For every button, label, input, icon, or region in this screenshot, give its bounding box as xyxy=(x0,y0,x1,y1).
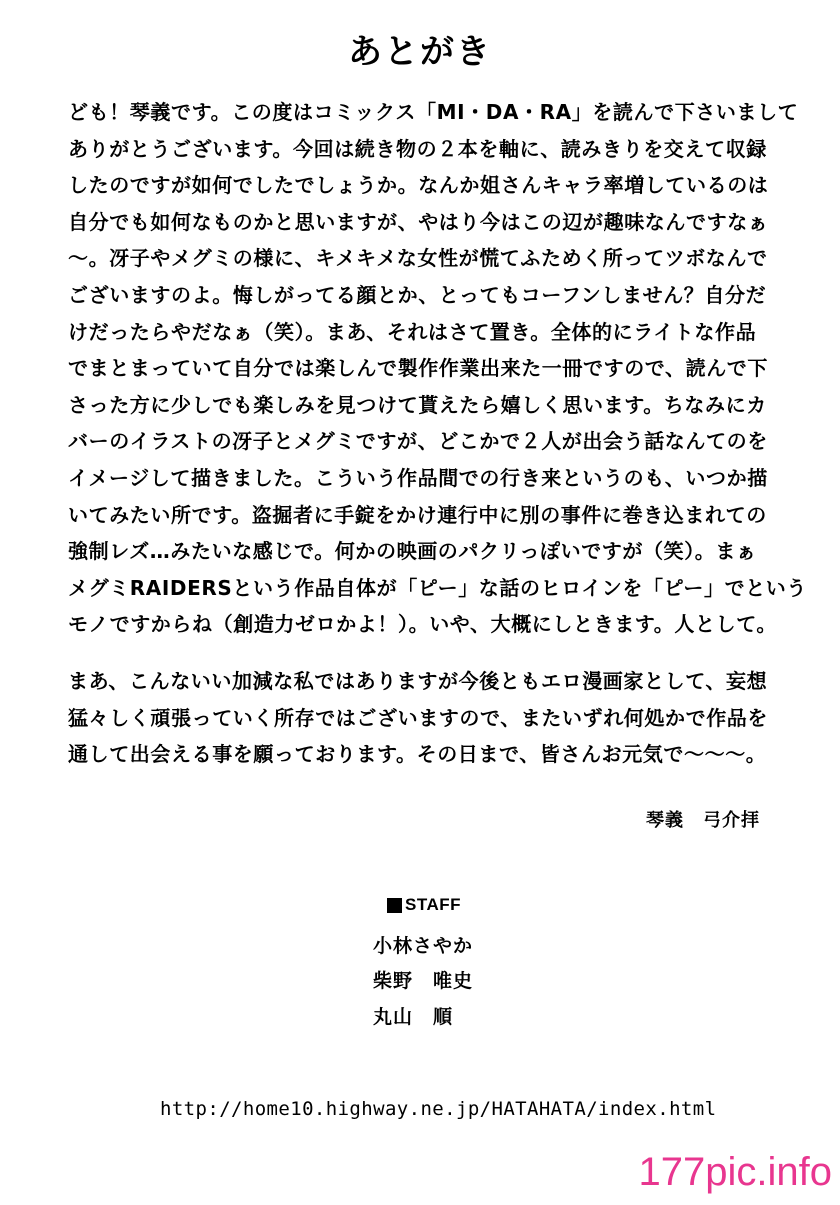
text-line: 〜。冴子やメグミの様に、キメキメな女性が慌てふためく所ってツボなんで xyxy=(68,246,768,271)
website-url: http://home10.highway.ne.jp/HATAHATA/index.html xyxy=(160,1098,717,1120)
afterword-paragraph-1 xyxy=(68,94,828,643)
watermark: 177pic.info xyxy=(638,1150,832,1194)
text-line: メグミRAIDERSという作品自体が「ピー」な話のヒロインを「ピー」でという xyxy=(68,575,807,600)
text-line: ども！琴義です。この度はコミックス「MI・DA・RA」を読んで下さいまして xyxy=(68,100,799,124)
text-line: 通して出会える事を願っております。その日まで、皆さんお元気で〜〜〜。 xyxy=(68,742,767,767)
staff-header xyxy=(387,895,461,915)
afterword-paragraph-2 xyxy=(68,663,828,773)
text-line: したのですが如何でしたでしょうか。なんか姐さんキャラ率増しているのは xyxy=(68,173,769,198)
staff-member: 小林さやか xyxy=(373,935,474,957)
text-line: モノですからね（創造力ゼロかよ！）。いや、大概にしときます。人として。 xyxy=(68,612,777,637)
text-line: でまとまっていて自分では楽しんで製作作業出来た一冊ですので、読んで下 xyxy=(68,356,768,381)
text-line: けだったらやだなぁ（笑）。まあ、それはさて置き。全体的にライトな作品 xyxy=(68,319,757,344)
text-line: 強制レズ…みたいな感じで。何かの映画のパクリっぽいですが（笑）。まぁ xyxy=(68,539,757,564)
text-line: いてみたい所です。盗掘者に手錠をかけ連行中に別の事件に巻き込まれての xyxy=(68,502,767,527)
page-title: あとがき xyxy=(348,32,492,72)
text-line: さった方に少しでも楽しみを見つけて貰えたら嬉しく思います。ちなみにカ xyxy=(68,392,767,417)
text-line: ございますのよ。悔しがってる顔とか、とってもコーフンしません？自分だ xyxy=(68,282,767,307)
text-line: 猛々しく頑張っていく所存ではございますので、またいずれ何処かで作品を xyxy=(68,705,768,730)
text-line: まあ、こんないい加減な私ではありますが今後ともエロ漫画家として、妄想 xyxy=(68,669,768,693)
text-line: 自分でも如何なものかと思いますが、やはり今はこの辺が趣味なんですなぁ xyxy=(68,209,769,234)
author-signature: 琴義 弓介拝 xyxy=(646,810,760,831)
black-square-icon xyxy=(387,898,402,913)
text-line: ありがとうございます。今回は続き物の２本を軸に、読みきりを交えて収録 xyxy=(68,136,767,161)
staff-header-label: STAFF xyxy=(405,895,462,914)
text-line: イメージして描きました。こういう作品間での行き来というのも、いつか描 xyxy=(68,465,768,490)
staff-member: 柴野 唯史 xyxy=(373,970,474,992)
staff-member: 丸山 順 xyxy=(373,1006,454,1028)
text-line: バーのイラストの冴子とメグミですが、どこかで２人が出会う話なんてのを xyxy=(68,429,768,454)
